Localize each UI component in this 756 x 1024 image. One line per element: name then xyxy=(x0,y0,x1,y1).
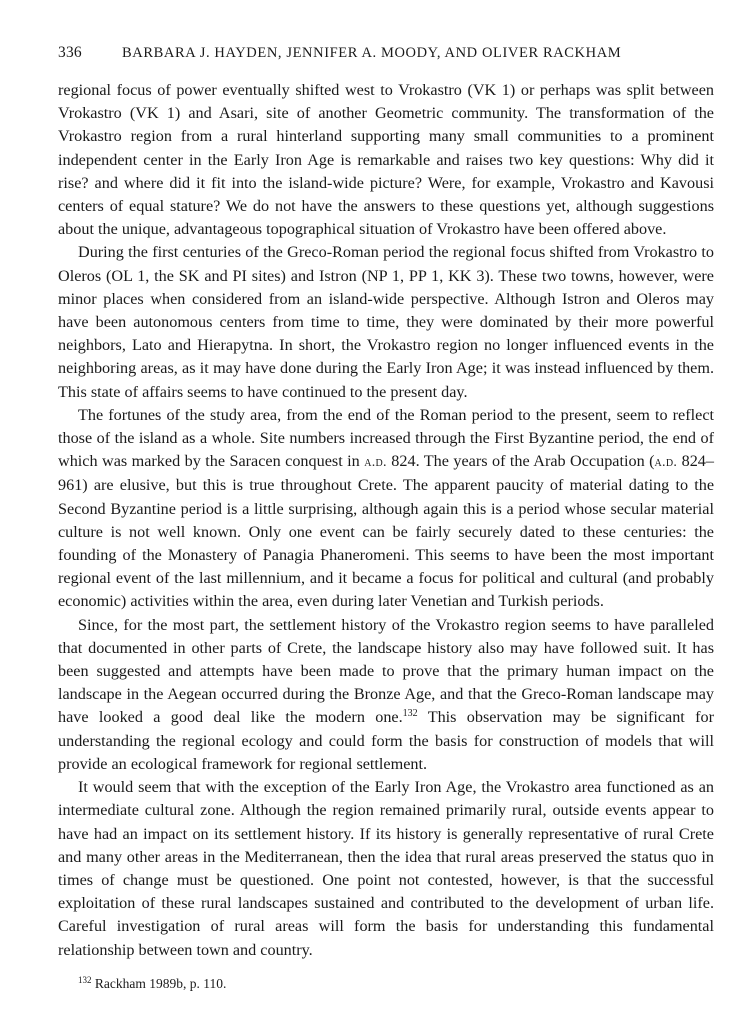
running-head-authors: BARBARA J. HAYDEN, JENNIFER A. MOODY, AND OLIVER RACKHAM xyxy=(122,45,622,61)
footnote-text: Rackham 1989b, p. 110. xyxy=(91,975,227,991)
era-abbreviation: a.d. xyxy=(654,455,678,471)
paragraph-4-text-a: Since, for the most part, the settlement history of the Vrokastro region seems to have paralleled that documented in other parts of Crete, the landscape history also may have followed suit. It has been suggested and attempts have been made to prove that the primary human impact on the landscape in the Aegean occurred during the Bronze Age, and that the Greco-Roman landscape may have looked a good deal like the modern one. xyxy=(58,615,714,727)
paragraph-3-text-b: 824. The years of the Arab Occupation ( xyxy=(386,452,655,471)
page-number: 336 xyxy=(58,44,82,61)
page xyxy=(58,44,714,993)
era-abbreviation: a.d. xyxy=(364,455,387,471)
footnote-reference: 132 xyxy=(402,708,418,720)
footnote xyxy=(58,975,714,993)
footnote-number: 132 xyxy=(78,974,92,985)
paragraph-3-text-c: 824–961) are elusive, but this is true throughout Crete. The apparent paucity of material dating to the Second Byzantine period is a little surprising, although again this is a period whose secular material culture is not well known. Only one event can be fairly securely dated to these centuries: the founding of the Monastery of Panagia Phaneromeni. This seems to have been the most important regional event of the last millennium, and it became a focus for political and cultural (and probably economic) activities within the area, even during later Venetian and Turkish periods. xyxy=(58,452,714,611)
paragraph-3 xyxy=(58,404,714,614)
paragraph-4-text-b: This observation may be significant for understanding the regional ecology and could form the basis for construction of models that will provide an ecological framework for regional settlement. xyxy=(58,708,714,773)
running-head xyxy=(58,44,714,62)
body-text xyxy=(58,79,714,962)
paragraph-3-text-a: The fortunes of the study area, from the end of the Roman period to the present, seem to reflect those of the island as a whole. Site numbers increased through the First Byzantine period, the end of which was marked by the Saracen conquest in xyxy=(58,405,714,471)
paragraph-5: It would seem that with the exception of the Early Iron Age, the Vrokastro area functioned as an intermediate cultural zone. Although the region remained primarily rural, outside events appear to have had an impact on its settlement history. If its history is generally representative of rural Crete and many other areas in the Mediterranean, then the idea that rural areas preserved the status quo in times of change must be questioned. One point not contested, however, is that the successful exploitation of these rural landscapes sustained and contributed to the development of urban life. Careful investigation of rural areas will form the basis for understanding this fundamental relationship between town and country. xyxy=(58,778,714,959)
paragraph-4 xyxy=(58,614,714,776)
paragraph-2: During the first centuries of the Greco-Roman period the regional focus shifted from Vrokastro to Oleros (OL 1, the SK and PI sites) and Istron (NP 1, PP 1, KK 3). These two towns, however, were minor places when considered from an island-wide perspective. Although Istron and Oleros may have been autonomous centers from time to time, they were dominated by their more powerful neighbors, Lato and Hierapytna. In short, the Vrokastro region no longer influenced events in the neighboring areas, as it may have done during the Early Iron Age; it was instead influenced by them. This state of affairs seems to have continued to the present day. xyxy=(58,243,714,401)
paragraph-1: regional focus of power eventually shifted west to Vrokastro (VK 1) or perhaps was split between Vrokastro (VK 1) and Asari, site of another Geometric community. The transformation of the Vrokastro region from a rural hinterland supporting many small communities to a prominent independent center in the Early Iron Age is remarkable and raises two key questions: Why did it rise? and where did it fit into the island-wide picture? Were, for example, Vrokastro and Kavousi centers of equal stature? We do not have the answers to these questions yet, although suggestions about the unique, advantageous topographical situation of Vrokastro have been offered above. xyxy=(58,81,714,239)
